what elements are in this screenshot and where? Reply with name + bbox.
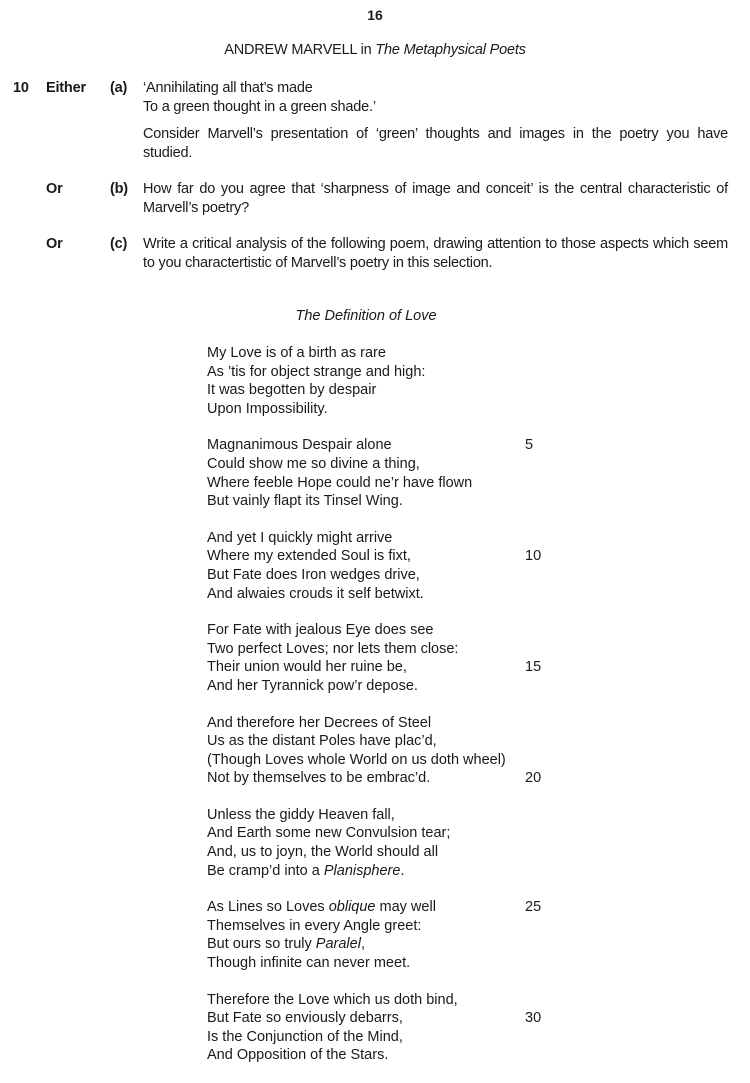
connector-either: Either [46,80,86,96]
poem-line-text: Unless the giddy Heaven fall, [207,806,395,823]
poem-line [207,436,534,455]
poem-line [207,769,542,788]
poem-line [207,363,506,382]
poem-line-text: Us as the distant Poles have plac’d, [207,733,437,750]
connector-or: Or [46,181,63,197]
poem-line-italic: Planisphere [323,862,401,879]
poem-stanza [207,714,542,788]
poem-line-text: And Opposition of the Stars. [207,1047,389,1064]
poem-line [207,566,506,585]
quote-line: ‘Annihilating all that’s made [143,80,313,96]
poem-stanza [207,529,542,603]
poem-line [207,474,506,493]
line-number: 20 [525,770,542,787]
line-number: 25 [525,899,542,916]
line-number: 5 [525,437,534,454]
poem-line-text: But ours so truly [207,936,316,953]
poem-line-text: may well [375,899,436,916]
poem-line-text: And, us to joyn, the World should all [207,844,439,861]
part-a-text [143,79,728,163]
poem-line-text: And alwaies crouds it self betwixt. [207,585,424,602]
poem-stanza [207,898,542,972]
poem-line [207,954,506,973]
poem-line [207,991,506,1010]
poem-stanza [207,344,506,418]
poem-line-text: , [360,936,365,953]
part-c-prompt: Write a critical analysis of the following poem, drawing attention to those aspects which seem to you charactertistic of Marvell’s poetry in this selection. [143,236,728,271]
poem-line-text: And yet I quickly might arrive [207,529,393,546]
poem-line [207,1028,506,1047]
poem-stanza [207,991,542,1065]
poem-title: The Definition of Love [295,308,437,324]
line-number: 30 [525,1010,542,1027]
poem-line [207,917,506,936]
poem-line-text: Be cramp’d into a [207,862,324,879]
section-title-book: The Metaphysical Poets [375,42,526,58]
part-label-c: (c) [110,236,128,252]
section-title-author: ANDREW MARVELL in [224,42,376,58]
poem-line-text: For Fate with jealous Eye does see [207,622,434,639]
poem-line [207,714,506,733]
poem-line [207,898,542,917]
question-number: 10 [13,80,29,96]
poem-line-text: Is the Conjunction of the Mind, [207,1028,403,1045]
poem-line-italic: oblique [328,899,376,916]
poem-line-text: And Earth some new Convulsion tear; [207,825,451,842]
poem-line-text: . [400,862,405,879]
poem-line [207,732,506,751]
poem-line [207,585,506,604]
poem-line-text: Themselves in every Angle greet: [207,917,422,934]
poem-line-text: But Fate does Iron wedges drive, [207,566,420,583]
poem-line [207,640,506,659]
poem-line-text: My Love is of a birth as rare [207,345,386,361]
poem-line-text: And therefore her Decrees of Steel [207,714,432,731]
quote-line: To a green thought in a green shade.’ [143,99,376,115]
poem-line-text: As Lines so Loves [207,899,329,916]
poem-line [207,658,542,677]
poem-line-text: It was begotten by despair [207,382,377,399]
poem-body [207,344,542,1083]
poem-line [207,529,506,548]
poem-line-text: Two perfect Loves; nor lets them close: [207,640,459,657]
poem-line [207,677,506,696]
part-a-prompt: Consider Marvell’s presentation of ‘green’ thoughts and images in the poetry you have studied. [143,126,728,161]
poem-stanza [207,621,542,695]
poem-line [207,621,506,640]
poem-line-text: But Fate so enviously debarrs, [207,1010,403,1027]
part-label-b: (b) [110,181,128,197]
poem-line [207,824,506,843]
line-number: 10 [525,548,542,565]
section-title [0,42,750,58]
poem-line [207,1009,542,1028]
poem-line [207,862,506,881]
poem-line [207,381,506,400]
poem-line [207,935,506,954]
poem-line [207,843,506,862]
poem-line-text: And her Tyrannick pow’r depose. [207,677,418,694]
line-number: 15 [525,659,542,676]
poem-line-text: Though infinite can never meet. [207,955,411,972]
poem-line [207,806,506,825]
poem-line [207,400,506,419]
poem-line-text: Where feeble Hope could ne’r have flown [207,474,473,491]
part-label-a: (a) [110,80,128,96]
poem-line-text: Where my extended Soul is fixt, [207,548,411,565]
poem-line [207,1046,506,1065]
poem-line-text: Magnanimous Despair alone [207,437,392,454]
poem-line-text: But vainly flapt its Tinsel Wing. [207,493,403,510]
poem-line [207,344,506,363]
poem-line [207,455,506,474]
poem-line-text: (Though Loves whole World on us doth wheel) [207,751,506,768]
poem-line [207,492,506,511]
poem-line-text: Upon Impossibility. [207,400,328,417]
poem-line-italic: Paralel [315,936,361,953]
part-b-prompt: How far do you agree that ‘sharpness of image and conceit’ is the central characteristic of Marvell’s poetry? [143,181,728,216]
poem-line-text: Their union would her ruine be, [207,659,407,676]
poem-line-text: Therefore the Love which us doth bind, [207,991,458,1008]
poem-line-text: Not by themselves to be embrac’d. [207,770,431,787]
poem-stanza [207,806,506,880]
page-number: 16 [367,7,383,23]
poem-line [207,547,542,566]
poem-stanza [207,436,534,510]
connector-or: Or [46,236,63,252]
poem-line-text: Could show me so divine a thing, [207,455,420,472]
poem-line [207,751,506,770]
poem-line-text: As ’tis for object strange and high: [207,363,426,380]
